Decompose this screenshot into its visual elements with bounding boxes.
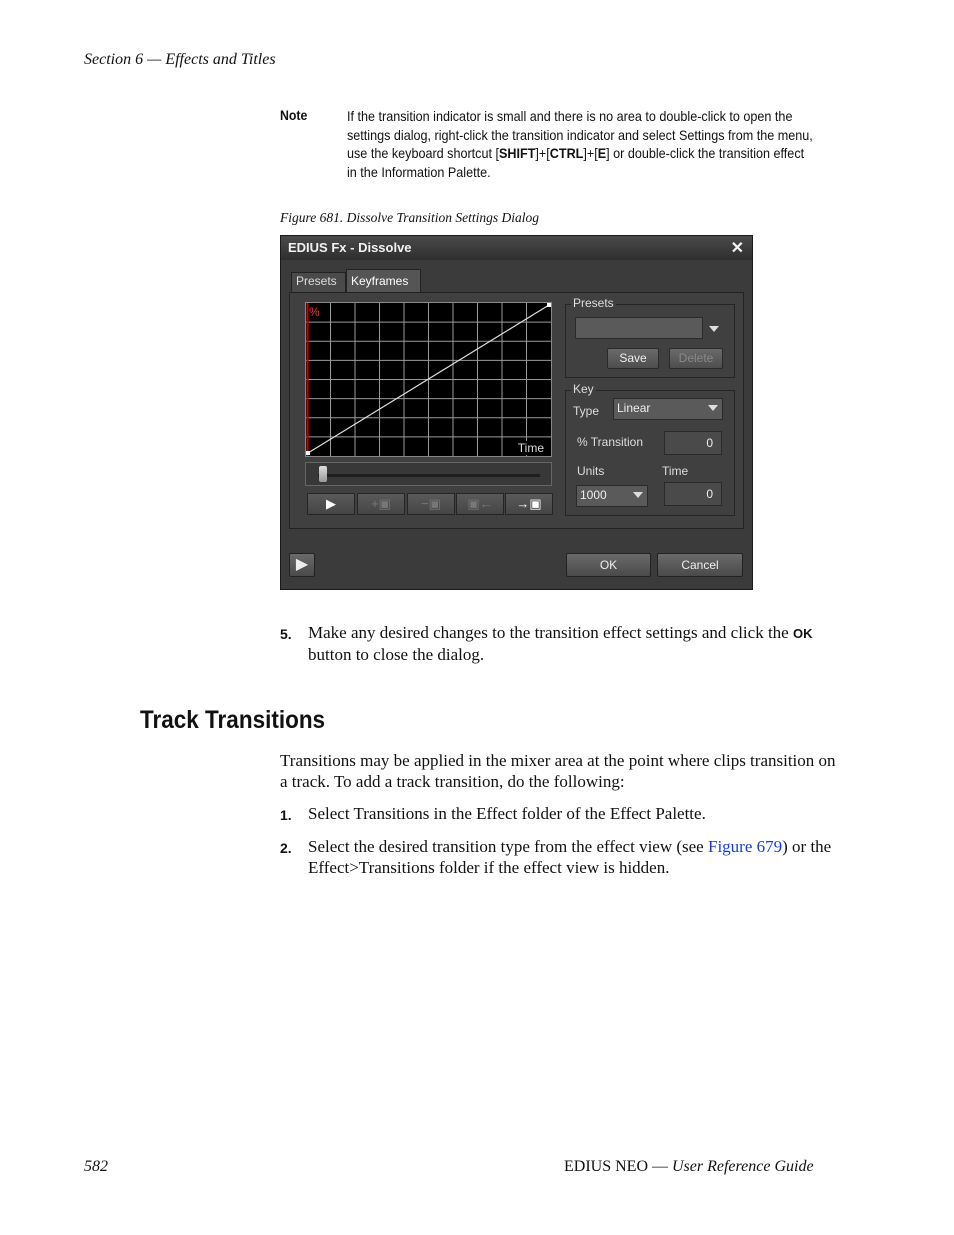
- step-number: 1.: [280, 807, 292, 823]
- step-number: 5.: [280, 626, 292, 642]
- footer-title: EDIUS NEO — User Reference Guide: [564, 1158, 814, 1175]
- figure-caption: Figure 681. Dissolve Transition Settings Dialog: [280, 210, 540, 225]
- graph-y-label: %: [309, 305, 320, 319]
- ctrl-key: CTRL: [549, 145, 584, 161]
- keyframe-graph[interactable]: [305, 302, 552, 457]
- page-number: 582: [84, 1158, 108, 1175]
- step-2: [280, 836, 850, 880]
- close-icon[interactable]: ✕: [730, 240, 744, 257]
- step-number: 2.: [280, 840, 292, 856]
- ok-keyword: OK: [792, 626, 813, 641]
- time-field[interactable]: 0: [664, 482, 722, 506]
- keyframe-point: [547, 303, 551, 307]
- note-text: If the transition indicator is small and there is no area to double-click to open the settings dialog, right-click the transition indicator and select Settings from the menu, use the keyboard shortcut [SHIFT]+[CTRL]+[E] or double-click the transition effect in the Information Palette.: [347, 108, 813, 180]
- presets-combo[interactable]: [575, 317, 703, 339]
- play-icon: ▶: [326, 496, 336, 511]
- remove-keyframe-button[interactable]: [407, 493, 455, 515]
- play-icon: ▶: [295, 556, 309, 573]
- note-label: Note: [280, 107, 308, 123]
- intro-paragraph: Transitions may be applied in the mixer area at the point where clips transition on a track. To add a track transition, do the following:: [280, 751, 836, 791]
- step-text: Select Transitions in the Effect folder of the Effect Palette.: [308, 804, 706, 823]
- add-keyframe-button[interactable]: [357, 493, 405, 515]
- dialog-titlebar: [281, 236, 752, 260]
- tab-keyframes[interactable]: Keyframes: [346, 269, 421, 292]
- step-1: [280, 803, 850, 825]
- presets-group-label: Presets: [573, 296, 614, 310]
- shift-key: SHIFT: [498, 145, 536, 161]
- prev-keyframe-icon: ▣←: [467, 496, 493, 511]
- ok-button[interactable]: OK: [566, 553, 651, 577]
- remove-keyframe-icon: −▣: [421, 496, 441, 511]
- keyframe-point: [306, 451, 310, 455]
- preview-play-button[interactable]: [289, 553, 315, 577]
- next-keyframe-button[interactable]: [505, 493, 553, 515]
- save-button[interactable]: Save: [607, 348, 659, 369]
- figure-679-link[interactable]: Figure 679: [707, 837, 783, 856]
- type-label: Type: [573, 404, 600, 418]
- chevron-down-icon: [708, 405, 718, 411]
- add-keyframe-icon: +▣: [371, 496, 391, 511]
- step-text: Select the desired transition type from the effect view (see Figure 679) or the Effect>Transitions folder if the effect view is hidden.: [308, 837, 832, 877]
- prev-keyframe-button[interactable]: [456, 493, 504, 515]
- delete-button[interactable]: Delete: [669, 348, 723, 369]
- tab-presets[interactable]: Presets: [291, 272, 346, 292]
- cancel-button[interactable]: Cancel: [657, 553, 743, 577]
- type-combo[interactable]: [613, 398, 723, 420]
- play-button[interactable]: [307, 493, 355, 515]
- section-title: Track Transitions: [140, 706, 326, 734]
- units-value: 1000: [580, 488, 607, 502]
- e-key: E: [597, 145, 607, 161]
- time-label: Time: [662, 464, 689, 478]
- type-value: Linear: [617, 401, 651, 415]
- slider-groove: [318, 474, 540, 477]
- dialog-title: EDIUS Fx - Dissolve: [288, 240, 412, 255]
- next-keyframe-icon: →▣: [516, 496, 542, 511]
- keyframe-graph-svg: [306, 303, 551, 456]
- units-label: Units: [577, 464, 605, 478]
- time-slider[interactable]: [305, 462, 552, 486]
- running-header: Section 6 — Effects and Titles: [84, 51, 276, 68]
- dissolve-dialog: [280, 235, 753, 590]
- step-text: Make any desired changes to the transition effect settings and click the OK button to close the dialog.: [308, 623, 813, 664]
- key-group-label: Key: [573, 382, 594, 396]
- slider-handle[interactable]: [319, 466, 327, 482]
- transition-label: % Transition: [577, 435, 644, 449]
- chevron-down-icon[interactable]: [709, 326, 719, 332]
- graph-x-label: Time: [517, 441, 544, 455]
- chevron-down-icon: [633, 492, 643, 498]
- transition-field[interactable]: 0: [664, 431, 722, 455]
- step-5: [280, 622, 850, 666]
- units-combo[interactable]: [576, 485, 648, 507]
